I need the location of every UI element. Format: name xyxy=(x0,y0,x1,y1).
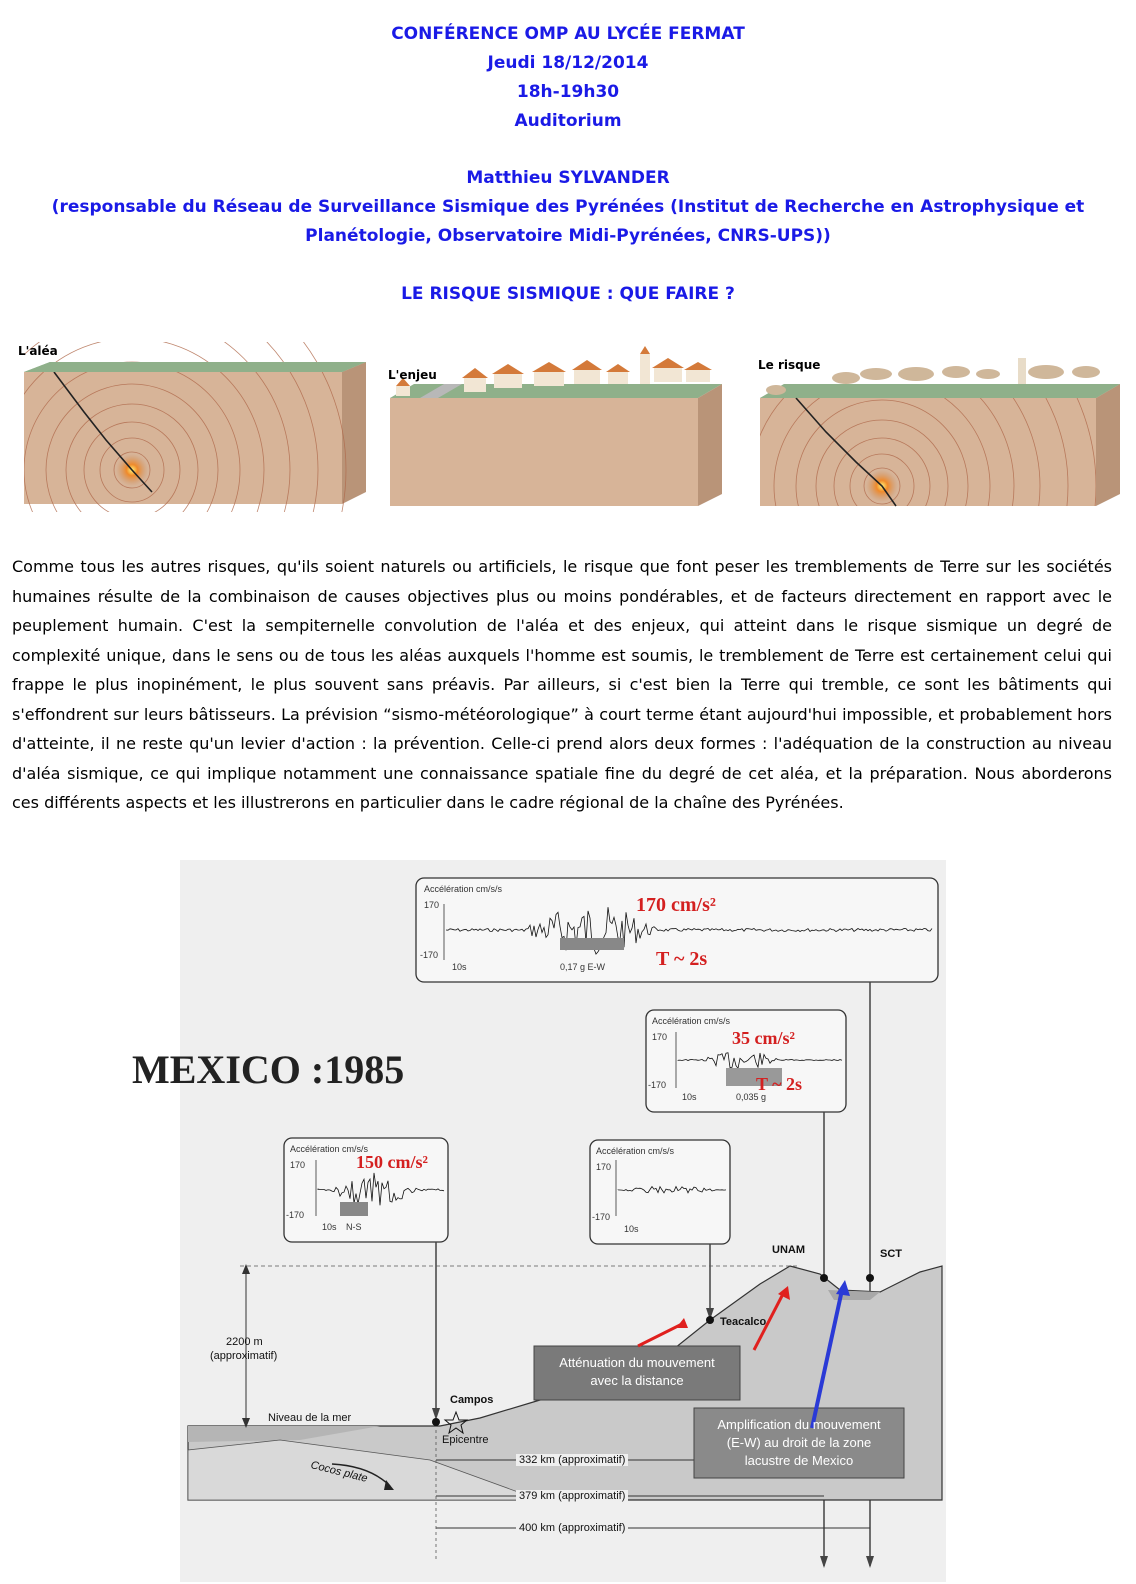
campos-peak: 150 cm/s² xyxy=(356,1152,428,1172)
speaker-affiliation-line2: Planétologie, Observatoire Midi-Pyrénées, CNRS-UPS)) xyxy=(305,226,831,246)
sct-peak: 170 cm/s² xyxy=(636,894,716,916)
elevation-label: 2200 m xyxy=(226,1336,263,1348)
conference-time: 18h-19h30 xyxy=(516,82,620,102)
amplification-box xyxy=(694,1416,904,1470)
sct-tick-10s: 10s xyxy=(452,962,467,972)
conference-header xyxy=(0,20,1136,136)
conference-name: CONFÉRENCE OMP AU LYCÉE FERMAT xyxy=(391,24,745,44)
panel-risque-label: Le risque xyxy=(758,358,821,372)
attenuation-box xyxy=(534,1354,740,1390)
attenuation-line1: Atténuation du mouvement xyxy=(559,1355,715,1370)
cocos-plate-label: Cocos plate xyxy=(309,1459,369,1485)
unam-peak: 35 cm/s² xyxy=(732,1028,795,1048)
mexico-1985-figure xyxy=(132,860,946,1582)
epicentre-label: Epicentre xyxy=(442,1434,489,1446)
panel-enjeu xyxy=(386,346,726,512)
panel-enjeu-label: L'enjeu xyxy=(388,368,437,382)
speaker-block xyxy=(0,164,1136,251)
sct-period: T ~ 2s xyxy=(656,948,708,970)
alea-illustration xyxy=(14,342,366,512)
station-unam: UNAM xyxy=(772,1244,805,1256)
teacalco-accel-label: Accélération cm/s/s xyxy=(596,1146,675,1156)
unam-tick-pos: 170 xyxy=(652,1032,668,1042)
sct-tick-pos: 170 xyxy=(424,900,440,910)
unam-accel-label: Accélération cm/s/s xyxy=(652,1016,731,1026)
speaker-affiliation-line1: (responsable du Réseau de Surveillance Sismique des Pyrénées (Institut de Recherche en Astrophysique et xyxy=(51,197,1085,217)
campos-accel-label: Accélération cm/s/s xyxy=(290,1144,369,1154)
conference-date: Jeudi 18/12/2014 xyxy=(487,53,649,73)
elevation-note: (approximatif) xyxy=(210,1350,278,1362)
talk-title: LE RISQUE SISMIQUE : QUE FAIRE ? xyxy=(401,284,735,304)
campos-tick-pos: 170 xyxy=(290,1160,306,1170)
figure-title: MEXICO :1985 xyxy=(132,1047,405,1092)
panel-risque xyxy=(756,346,1122,512)
conference-venue: Auditorium xyxy=(514,111,622,131)
unam-gval: 0,035 g xyxy=(736,1092,767,1102)
unam-tick-neg: -170 xyxy=(648,1080,667,1090)
amplification-line1: Amplification du mouvement xyxy=(717,1417,881,1432)
distance-332: 332 km (approximatif) xyxy=(516,1454,628,1466)
speaker-name: Matthieu SYLVANDER xyxy=(466,168,670,188)
campos-tick-10s: 10s xyxy=(322,1222,337,1232)
station-teacalco: Teacalco xyxy=(720,1316,767,1328)
panel-alea-label: L'aléa xyxy=(18,344,58,358)
amplification-line3: lacustre de Mexico xyxy=(744,1453,854,1468)
enjeu-illustration xyxy=(386,346,726,512)
campos-gval: N-S xyxy=(346,1222,362,1232)
station-campos: Campos xyxy=(450,1394,494,1406)
sct-tick-neg: -170 xyxy=(420,950,439,960)
teacalco-tick-pos: 170 xyxy=(596,1162,612,1172)
body-paragraph: Comme tous les autres risques, qu'ils soient naturels ou artificiels, le risque que font peser les tremblements de Terre sur les sociétés humaines résulte de la combinaison de causes objectives plus ou moins pondérables, et de facteurs directement en rapport avec le peuplement humain. C'est la sempiternelle convolution de l'aléa et des enjeux, qui atteint dans le risque sismique un degré de complexité unique, dans le sens ou de tous les aléas auxquels l'homme est soumis, le tremblement de Terre est certainement celui qui frappe le plus inopinément, le plus souvent sans préavis. Par ailleurs, si c'est bien la Terre qui tremble, ce sont les bâtiments qui s'effondrent sur leurs bâtisseurs. La prévision “sismo-météorologique” à court terme étant aujourd'hui impossible, et probablement hors d'atteinte, il ne reste qu'un levier d'action : la prévention. Celle-ci prend alors deux formes : l'adéquation de la construction au niveau d'aléa sismique, ce qui implique notamment une connaissance spatiale fine du degré de cet aléa, et la préparation. Nous aborderons ces différents aspects et les illustrerons en particulier dans le cadre régional de la chaîne des Pyrénées. xyxy=(12,557,1112,812)
teacalco-tick-10s: 10s xyxy=(624,1224,639,1234)
unam-period: T ~ 2s xyxy=(756,1074,803,1094)
sct-gval: 0,17 g E-W xyxy=(560,962,606,972)
sea-level-label: Niveau de la mer xyxy=(268,1412,352,1424)
amplification-line2: (E-W) au droit de la zone xyxy=(726,1435,872,1450)
teacalco-tick-neg: -170 xyxy=(592,1212,611,1222)
sct-accel-label: Accélération cm/s/s xyxy=(424,884,503,894)
campos-tick-neg: -170 xyxy=(286,1210,305,1220)
distance-379: 379 km (approximatif) xyxy=(516,1490,628,1502)
unam-tick-10s: 10s xyxy=(682,1092,697,1102)
station-sct: SCT xyxy=(880,1248,902,1260)
attenuation-line2: avec la distance xyxy=(590,1373,684,1388)
panel-alea xyxy=(14,342,366,512)
distance-400: 400 km (approximatif) xyxy=(516,1522,628,1534)
